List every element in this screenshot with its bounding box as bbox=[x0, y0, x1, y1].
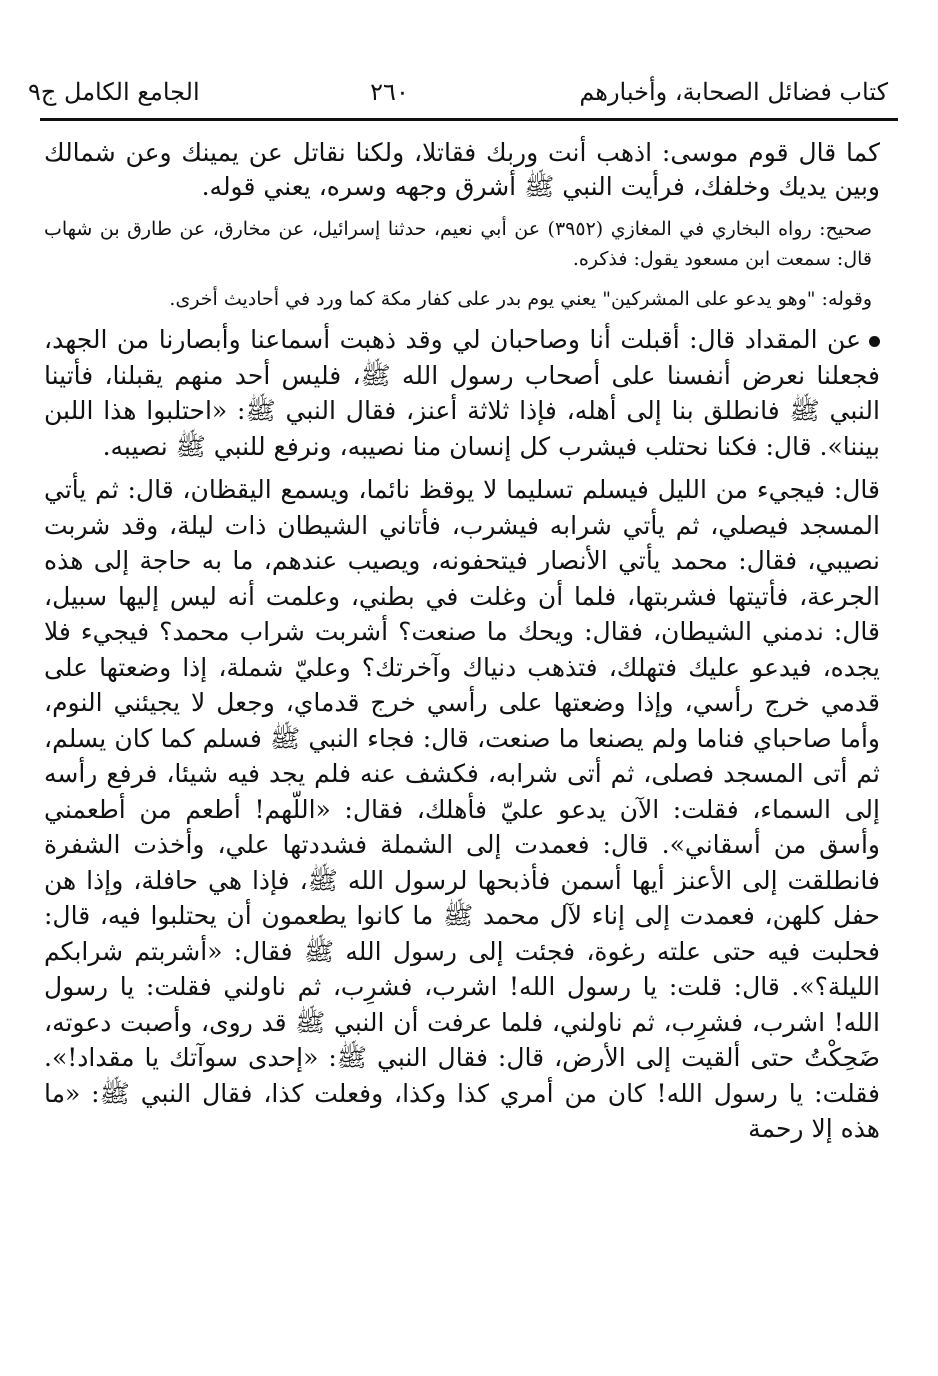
page-body bbox=[44, 136, 880, 1147]
bullet-icon bbox=[869, 336, 880, 347]
book-volume-title: الجامع الكامل ج٩ bbox=[28, 78, 200, 106]
hadith-almiqdad-text: عن المقداد قال: أقبلت أنا وصاحبان لي وقد ذهبت أسماعنا وأبصارنا من الجهد، فجعلنا نعرض أنفسنا على أصحاب رسول الله ﷺ، فليس أحد منهم يقبلنا، فأتينا النبي ﷺ فانطلق بنا إلى أهله، فإذا ثلاثة أعنز، فقال النبي ﷺ: «احتلبوا هذا اللبن بيننا». قال: فكنا نحتلب فيشرب كل إنسان منا نصيبه، ونرفع للنبي ﷺ نصيبه. bbox=[44, 325, 880, 461]
header-rule bbox=[40, 118, 898, 121]
hadith-almiqdad-story: قال: فيجيء من الليل فيسلم تسليما لا يوقظ نائما، ويسمع اليقظان، قال: ثم يأتي المسجد فيصلي، ثم يأتي شرابه فيشرب، فأتاني الشيطان ذات ليلة، وقد شربت نصيبي، فقال: محمد يأتي الأنصار فيتحفونه، ويصيب عندهم، ما به حاجة إلى هذه الجرعة، فأتيتها فشربتها، فلما أن وغلت في بطني، وعلمت أنه ليس إليها سبيل، قال: ندمني الشيطان، فقال: ويحك ما صنعت؟ أشربت شراب محمد؟ فيجيء فلا يجده، فيدعو عليك فتهلك، فتذهب دنياك وآخرتك؟ وعليّ شملة، إذا وضعتها على قدمي خرج رأسي، وإذا وضعتها على رأسي خرج قدماي، وجعل لا يجيئني النوم، وأما صاحباي فناما ولم يصنعا ما صنعت، قال: فجاء النبي ﷺ فسلم كما كان يسلم، ثم أتى المسجد فصلى، ثم أتى شرابه، فكشف عنه فلم يجد فيه شيئا، فرفع رأسه إلى السماء، فقلت: الآن يدعو عليّ فأهلك، فقال: «اللّهم! أطعم من أطعمني وأسق من أسقاني». قال: فعمدت إلى الشملة فشددتها علي، وأخذت الشفرة فانطلقت إلى الأعنز أيها أسمن فأذبحها لرسول الله ﷺ، فإذا هي حافلة، وإذا هن حفل كلهن، فعمدت إلى إناء لآل محمد ﷺ ما كانوا يطعمون أن يحتلبوا فيه، قال: فحلبت فيه حتى علته رغوة، فجئت إلى رسول الله ﷺ فقال: «أشربتم شرابكم الليلة؟». قال: قلت: يا رسول الله! اشرب، فشرِب، ثم ناولني فقلت: يا رسول الله! اشرب، فشرِب، ثم ناولني، فلما عرفت أن النبي ﷺ قد روى، وأصبت دعوته، ضَحِكْتُ حتى ألقيت إلى الأرض، قال: فقال النبي ﷺ: «إحدى سوآتك يا مقداد!». فقلت: يا رسول الله! كان من أمري كذا وكذا، وفعلت كذا، فقال النبي ﷺ: «ما هذه إلا رحمة bbox=[44, 475, 880, 1143]
hadith-almiqdad-intro bbox=[44, 322, 880, 464]
running-header bbox=[28, 68, 888, 116]
hadith-continuation: كما قال قوم موسى: اذهب أنت وربك فقاتلا، ولكنا نقاتل عن يمينك وعن شمالك وبين يديك وخلفك، فرأيت النبي ﷺ أشرق وجهه وسره، يعني قوله. bbox=[44, 138, 880, 201]
takhrij-note: صحيح: رواه البخاري في المغازي (٣٩٥٢) عن أبي نعيم، حدثنا إسرائيل، عن مخارق، عن طارق بن شهاب قال: سمعت ابن مسعود يقول: فذكره. bbox=[44, 218, 872, 270]
book-section-title: كتاب فضائل الصحابة، وأخبارهم bbox=[579, 78, 888, 106]
page-number: ٢٦٠ bbox=[370, 78, 409, 106]
explanation-note: وقوله: "وهو يدعو على المشركين" يعني يوم بدر على كفار مكة كما ورد في أحاديث أخرى. bbox=[169, 288, 872, 310]
